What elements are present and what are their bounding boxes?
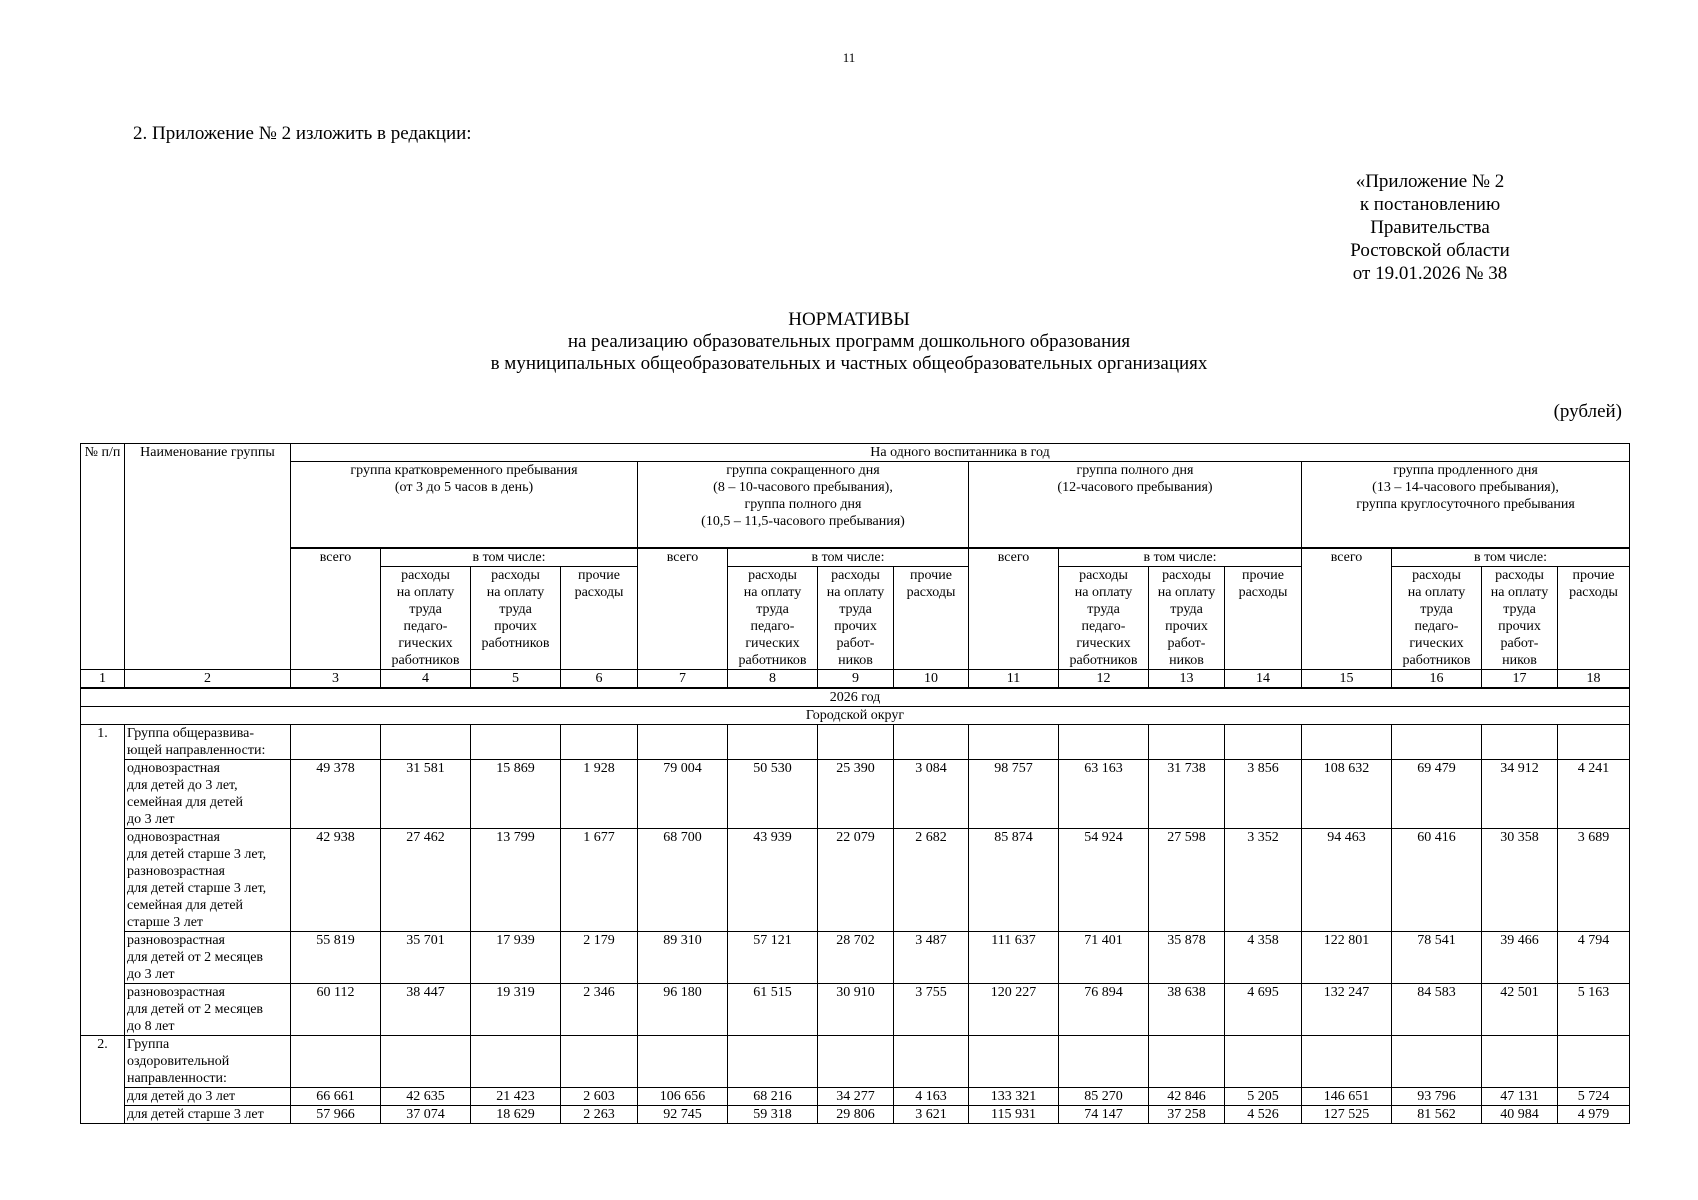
row-name: одновозрастная для детей до 3 лет, семейная для детей до 3 лет [125, 760, 291, 829]
header-subcolumn: прочие расходы [1558, 567, 1630, 670]
value-cell: 27 462 [381, 829, 471, 932]
value-cell: 96 180 [638, 984, 728, 1036]
value-cell: 68 216 [728, 1088, 818, 1106]
empty-cell [638, 1036, 728, 1088]
value-cell: 76 894 [1059, 984, 1149, 1036]
value-cell: 4 794 [1558, 932, 1630, 984]
header-including: в том числе: [381, 548, 638, 567]
value-cell: 92 745 [638, 1106, 728, 1124]
section-row [81, 725, 1630, 760]
section-name: Группа общеразвива- ющей направленности: [125, 725, 291, 760]
value-cell: 22 079 [818, 829, 894, 932]
section-row [81, 1036, 1630, 1088]
value-cell: 42 501 [1482, 984, 1558, 1036]
header-row-3 [81, 548, 1630, 567]
table-row [81, 1088, 1630, 1106]
empty-cell [291, 1036, 381, 1088]
value-cell: 2 179 [561, 932, 638, 984]
value-cell: 3 755 [894, 984, 969, 1036]
header-subcolumn: расходы на оплату труда прочих работ- ников [1482, 567, 1558, 670]
value-cell: 1 928 [561, 760, 638, 829]
value-cell: 15 869 [471, 760, 561, 829]
column-number: 10 [894, 670, 969, 689]
empty-cell [471, 1036, 561, 1088]
value-cell: 43 939 [728, 829, 818, 932]
value-cell: 30 910 [818, 984, 894, 1036]
value-cell: 66 661 [291, 1088, 381, 1106]
empty-cell [1059, 725, 1149, 760]
title-heading: НОРМАТИВЫ [788, 309, 910, 330]
value-cell: 122 801 [1302, 932, 1392, 984]
column-number: 16 [1392, 670, 1482, 689]
value-cell: 3 084 [894, 760, 969, 829]
column-number: 13 [1149, 670, 1225, 689]
empty-cell [1482, 725, 1558, 760]
value-cell: 57 121 [728, 932, 818, 984]
column-number: 2 [125, 670, 291, 689]
header-subcolumn: расходы на оплату труда педаго- гических работников [728, 567, 818, 670]
value-cell: 5 724 [1558, 1088, 1630, 1106]
value-cell: 55 819 [291, 932, 381, 984]
value-cell: 31 581 [381, 760, 471, 829]
value-cell: 25 390 [818, 760, 894, 829]
appendix-line: от 19.01.2026 № 38 [1352, 263, 1508, 284]
value-cell: 63 163 [1059, 760, 1149, 829]
value-cell: 79 004 [638, 760, 728, 829]
header-number: № п/п [81, 444, 125, 670]
column-number: 15 [1302, 670, 1392, 689]
value-cell: 94 463 [1302, 829, 1392, 932]
value-cell: 84 583 [1392, 984, 1482, 1036]
value-cell: 21 423 [471, 1088, 561, 1106]
header-total: всего [638, 548, 728, 670]
value-cell: 3 352 [1225, 829, 1302, 932]
value-cell: 115 931 [969, 1106, 1059, 1124]
value-cell: 2 682 [894, 829, 969, 932]
value-cell: 42 846 [1149, 1088, 1225, 1106]
appendix-line: Ростовской области [1350, 240, 1510, 261]
value-cell: 61 515 [728, 984, 818, 1036]
value-cell: 127 525 [1302, 1106, 1392, 1124]
value-cell: 4 163 [894, 1088, 969, 1106]
empty-cell [1482, 1036, 1558, 1088]
column-number-row [81, 670, 1630, 689]
value-cell: 4 241 [1558, 760, 1630, 829]
value-cell: 85 270 [1059, 1088, 1149, 1106]
value-cell: 50 530 [728, 760, 818, 829]
empty-cell [1059, 1036, 1149, 1088]
value-cell: 39 466 [1482, 932, 1558, 984]
value-cell: 133 321 [969, 1088, 1059, 1106]
value-cell: 3 621 [894, 1106, 969, 1124]
value-cell: 57 966 [291, 1106, 381, 1124]
row-name: разновозрастная для детей от 2 месяцев до 8 лет [125, 984, 291, 1036]
document-title [0, 309, 1698, 375]
header-group-type: группа кратковременного пребывания (от 3 до 5 часов в день) [291, 462, 638, 549]
value-cell: 71 401 [1059, 932, 1149, 984]
value-cell: 111 637 [969, 932, 1059, 984]
empty-cell [471, 725, 561, 760]
value-cell: 47 131 [1482, 1088, 1558, 1106]
value-cell: 69 479 [1392, 760, 1482, 829]
empty-cell [381, 725, 471, 760]
page-number: 11 [842, 50, 856, 65]
appendix-line: к постановлению [1359, 194, 1501, 215]
value-cell: 49 378 [291, 760, 381, 829]
empty-cell [1225, 725, 1302, 760]
value-cell: 78 541 [1392, 932, 1482, 984]
value-cell: 38 447 [381, 984, 471, 1036]
value-cell: 29 806 [818, 1106, 894, 1124]
empty-cell [1225, 1036, 1302, 1088]
value-cell: 35 878 [1149, 932, 1225, 984]
value-cell: 2 263 [561, 1106, 638, 1124]
value-cell: 5 205 [1225, 1088, 1302, 1106]
header-total: всего [969, 548, 1059, 670]
column-number: 5 [471, 670, 561, 689]
header-group-type: группа продленного дня (13 – 14-часового пребывания), группа круглосуточного пребывания [1302, 462, 1630, 549]
column-number: 12 [1059, 670, 1149, 689]
value-cell: 3 689 [1558, 829, 1630, 932]
empty-cell [1302, 725, 1392, 760]
header-subcolumn: прочие расходы [561, 567, 638, 670]
empty-cell [969, 1036, 1059, 1088]
header-subcolumn: расходы на оплату труда педаго- гических работников [1059, 567, 1149, 670]
empty-cell [561, 1036, 638, 1088]
column-number: 3 [291, 670, 381, 689]
value-cell: 30 358 [1482, 829, 1558, 932]
header-group-name: Наименование группы [125, 444, 291, 670]
empty-cell [381, 1036, 471, 1088]
empty-cell [818, 725, 894, 760]
column-number: 18 [1558, 670, 1630, 689]
header-total: всего [291, 548, 381, 670]
row-name: разновозрастная для детей от 2 месяцев до 3 лет [125, 932, 291, 984]
value-cell: 106 656 [638, 1088, 728, 1106]
value-cell: 13 799 [471, 829, 561, 932]
empty-cell [638, 725, 728, 760]
header-subcolumn: расходы на оплату труда прочих работ- ников [1149, 567, 1225, 670]
value-cell: 89 310 [638, 932, 728, 984]
value-cell: 54 924 [1059, 829, 1149, 932]
empty-cell [728, 725, 818, 760]
value-cell: 3 856 [1225, 760, 1302, 829]
value-cell: 60 112 [291, 984, 381, 1036]
value-cell: 37 074 [381, 1106, 471, 1124]
header-including: в том числе: [1059, 548, 1302, 567]
value-cell: 18 629 [471, 1106, 561, 1124]
empty-cell [818, 1036, 894, 1088]
empty-cell [291, 725, 381, 760]
year-label: 2026 год [81, 688, 1630, 707]
header-including: в том числе: [728, 548, 969, 567]
empty-cell [728, 1036, 818, 1088]
value-cell: 98 757 [969, 760, 1059, 829]
value-cell: 81 562 [1392, 1106, 1482, 1124]
value-cell: 34 277 [818, 1088, 894, 1106]
value-cell: 2 603 [561, 1088, 638, 1106]
empty-cell [1392, 725, 1482, 760]
value-cell: 1 677 [561, 829, 638, 932]
appendix-line: «Приложение № 2 [1355, 171, 1505, 192]
value-cell: 3 487 [894, 932, 969, 984]
header-subcolumn: прочие расходы [1225, 567, 1302, 670]
value-cell: 108 632 [1302, 760, 1392, 829]
table-row [81, 760, 1630, 829]
column-number: 4 [381, 670, 471, 689]
value-cell: 4 358 [1225, 932, 1302, 984]
table-row [81, 932, 1630, 984]
row-name: для детей до 3 лет [125, 1088, 291, 1106]
table-row [81, 984, 1630, 1036]
title-line: на реализацию образовательных программ дошкольного образования [567, 331, 1131, 352]
header-subcolumn: расходы на оплату труда прочих работников [471, 567, 561, 670]
column-number: 14 [1225, 670, 1302, 689]
value-cell: 35 701 [381, 932, 471, 984]
value-cell: 132 247 [1302, 984, 1392, 1036]
empty-cell [1149, 725, 1225, 760]
value-cell: 42 635 [381, 1088, 471, 1106]
header-subcolumn: расходы на оплату труда прочих работ- ников [818, 567, 894, 670]
table-row [81, 829, 1630, 932]
header-row-2 [81, 462, 1630, 549]
intro-text: 2. Приложение № 2 изложить в редакции: [133, 123, 472, 144]
value-cell: 4 526 [1225, 1106, 1302, 1124]
value-cell: 34 912 [1482, 760, 1558, 829]
empty-cell [894, 1036, 969, 1088]
appendix-reference [1250, 170, 1610, 285]
section-number: 2. [81, 1036, 125, 1124]
value-cell: 74 147 [1059, 1106, 1149, 1124]
header-row-1 [81, 444, 1630, 462]
value-cell: 31 738 [1149, 760, 1225, 829]
table-row [81, 1106, 1630, 1124]
header-total: всего [1302, 548, 1392, 670]
value-cell: 38 638 [1149, 984, 1225, 1036]
header-per-pupil: На одного воспитанника в год [291, 444, 1630, 462]
column-number: 6 [561, 670, 638, 689]
title-line: в муниципальных общеобразовательных и частных общеобразовательных организациях [490, 353, 1208, 374]
value-cell: 59 318 [728, 1106, 818, 1124]
column-number: 17 [1482, 670, 1558, 689]
header-subcolumn: расходы на оплату труда педаго- гических работников [1392, 567, 1482, 670]
value-cell: 37 258 [1149, 1106, 1225, 1124]
section-number: 1. [81, 725, 125, 1036]
empty-cell [1392, 1036, 1482, 1088]
value-cell: 68 700 [638, 829, 728, 932]
value-cell: 93 796 [1392, 1088, 1482, 1106]
district-label: Городской округ [81, 707, 1630, 725]
empty-cell [894, 725, 969, 760]
value-cell: 85 874 [969, 829, 1059, 932]
empty-cell [969, 725, 1059, 760]
row-name: для детей старше 3 лет [125, 1106, 291, 1124]
value-cell: 42 938 [291, 829, 381, 932]
value-cell: 19 319 [471, 984, 561, 1036]
header-group-type: группа сокращенного дня (8 – 10-часового пребывания), группа полного дня (10,5 – 11,5-часового пребывания) [638, 462, 969, 549]
column-number: 7 [638, 670, 728, 689]
empty-cell [1149, 1036, 1225, 1088]
value-cell: 28 702 [818, 932, 894, 984]
value-cell: 5 163 [1558, 984, 1630, 1036]
value-cell: 2 346 [561, 984, 638, 1036]
table-body [81, 444, 1630, 1124]
appendix-line: Правительства [1370, 217, 1490, 238]
empty-cell [1558, 725, 1630, 760]
unit-label: (рублей) [1553, 401, 1622, 422]
year-row [81, 688, 1630, 707]
value-cell: 40 984 [1482, 1106, 1558, 1124]
header-subcolumn: прочие расходы [894, 567, 969, 670]
column-number: 9 [818, 670, 894, 689]
column-number: 11 [969, 670, 1059, 689]
value-cell: 27 598 [1149, 829, 1225, 932]
value-cell: 17 939 [471, 932, 561, 984]
value-cell: 4 695 [1225, 984, 1302, 1036]
empty-cell [1558, 1036, 1630, 1088]
value-cell: 120 227 [969, 984, 1059, 1036]
empty-cell [1302, 1036, 1392, 1088]
norms-table [80, 443, 1630, 1124]
header-including: в том числе: [1392, 548, 1630, 567]
row-name: одновозрастная для детей старше 3 лет, разновозрастная для детей старше 3 лет, семейная для детей старше 3 лет [125, 829, 291, 932]
district-row [81, 707, 1630, 725]
column-number: 1 [81, 670, 125, 689]
section-name: Группа оздоровительной направленности: [125, 1036, 291, 1088]
value-cell: 60 416 [1392, 829, 1482, 932]
column-number: 8 [728, 670, 818, 689]
value-cell: 4 979 [1558, 1106, 1630, 1124]
empty-cell [561, 725, 638, 760]
value-cell: 146 651 [1302, 1088, 1392, 1106]
header-subcolumn: расходы на оплату труда педаго- гических работников [381, 567, 471, 670]
header-group-type: группа полного дня (12-часового пребывания) [969, 462, 1302, 549]
